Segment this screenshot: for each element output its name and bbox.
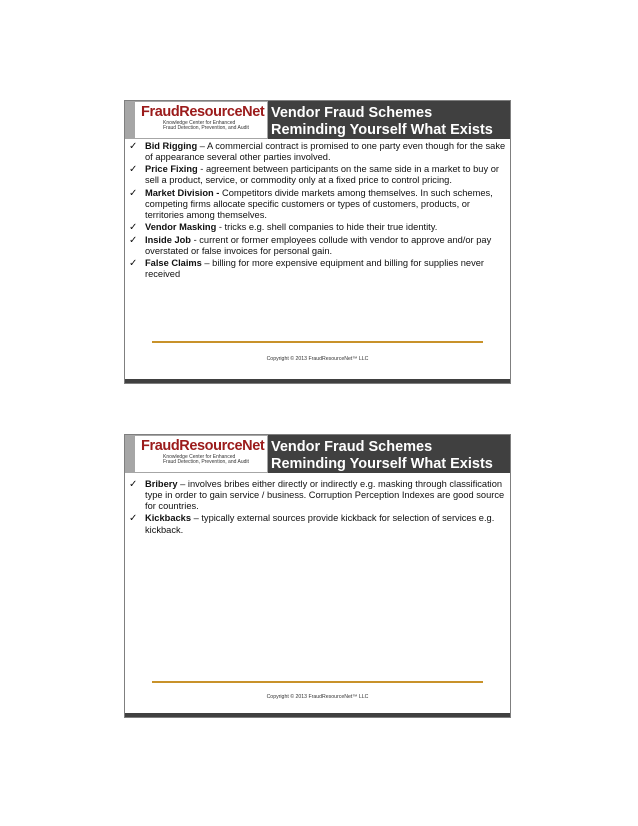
fraudresourcenet-logo bbox=[135, 102, 267, 138]
footer-bar bbox=[125, 379, 510, 383]
slide-2 bbox=[124, 434, 511, 718]
slide-title bbox=[271, 439, 493, 473]
bullet-text: - tricks e.g. shell companies to hide their true identity. bbox=[216, 222, 438, 233]
bullet-term: Kickbacks bbox=[145, 513, 191, 524]
bullet-text: – billing for more expensive equipment and billing for supplies never received bbox=[145, 257, 485, 279]
checkmark-icon: ✓ bbox=[129, 257, 138, 269]
bullet-text: – typically external sources provide kickback for selection of services e.g. kickback. bbox=[145, 513, 495, 535]
bullet-text: Competitors divide markets among themselves. In such schemes, competing firms allocate specific customers or types of customers, products, or territories among themselves. bbox=[145, 187, 493, 220]
slide-title-line-2: Reminding Yourself What Exists bbox=[271, 122, 493, 138]
footer-divider bbox=[152, 341, 483, 343]
logo-name: FraudResourceNet bbox=[141, 438, 265, 454]
bullet-item-price-fixing bbox=[125, 164, 508, 186]
bullet-term: Market Division - bbox=[145, 187, 220, 198]
slide-1 bbox=[124, 100, 511, 384]
footer-bar bbox=[125, 713, 510, 717]
bullet-item-inside-job bbox=[125, 235, 508, 257]
slide-header bbox=[125, 101, 510, 139]
bullet-term: Vendor Masking bbox=[145, 222, 217, 233]
bullet-text: – A commercial contract is promised to one party even though for the sake of appearance several other parties involved. bbox=[145, 141, 506, 163]
logo-tagline: Knowledge Center for Enhanced Fraud Detection, Prevention, and Audit bbox=[163, 454, 249, 466]
bullet-item-kickbacks bbox=[125, 513, 508, 535]
bullet-list bbox=[125, 141, 508, 281]
checkmark-icon: ✓ bbox=[129, 222, 138, 234]
bullet-item-bribery bbox=[125, 479, 508, 512]
bullet-item-market-division bbox=[125, 188, 508, 221]
logo-name: FraudResourceNet bbox=[141, 104, 265, 120]
checkmark-icon: ✓ bbox=[129, 234, 138, 246]
checkmark-icon: ✓ bbox=[129, 141, 138, 152]
bullet-text: - current or former employees collude with vendor to approve and/or pay overstated or false invoices for personal gain. bbox=[145, 234, 492, 256]
bullet-list bbox=[125, 479, 508, 537]
slide-header bbox=[125, 435, 510, 473]
bullet-item-vendor-masking bbox=[125, 222, 508, 233]
bullet-term: Price Fixing bbox=[145, 164, 198, 175]
checkmark-icon: ✓ bbox=[129, 513, 138, 525]
checkmark-icon: ✓ bbox=[129, 164, 138, 176]
slide-title bbox=[271, 105, 493, 139]
bullet-text: - agreement between participants on the same side in a market to buy or sell a product, service, or commodity only at a fixed price to control pricing. bbox=[145, 164, 499, 186]
bullet-term: Inside Job bbox=[145, 234, 191, 245]
slide-title-line-1: Vendor Fraud Schemes bbox=[271, 105, 433, 121]
bullet-term: Bid Rigging bbox=[145, 141, 198, 151]
bullet-text: – involves bribes either directly or indirectly e.g. masking through classification type in order to gain service / business. Corruption Perception Indexes are good source for countries. bbox=[145, 479, 505, 512]
footer-divider bbox=[152, 681, 483, 683]
checkmark-icon: ✓ bbox=[129, 479, 138, 490]
bullet-item-false-claims bbox=[125, 258, 508, 280]
slide-title-line-1: Vendor Fraud Schemes bbox=[271, 439, 433, 455]
slide-title-line-2: Reminding Yourself What Exists bbox=[271, 456, 493, 472]
fraudresourcenet-logo bbox=[135, 436, 267, 472]
checkmark-icon: ✓ bbox=[129, 187, 138, 199]
copyright-text: Copyright © 2013 FraudResourceNet™ LLC bbox=[266, 694, 369, 700]
logo-tagline: Knowledge Center for Enhanced Fraud Detection, Prevention, and Audit bbox=[163, 120, 249, 132]
copyright-text: Copyright © 2013 FraudResourceNet™ LLC bbox=[266, 356, 369, 362]
bullet-item-bid-rigging bbox=[125, 141, 508, 163]
bullet-term: Bribery bbox=[145, 479, 178, 489]
bullet-term: False Claims bbox=[145, 257, 202, 268]
